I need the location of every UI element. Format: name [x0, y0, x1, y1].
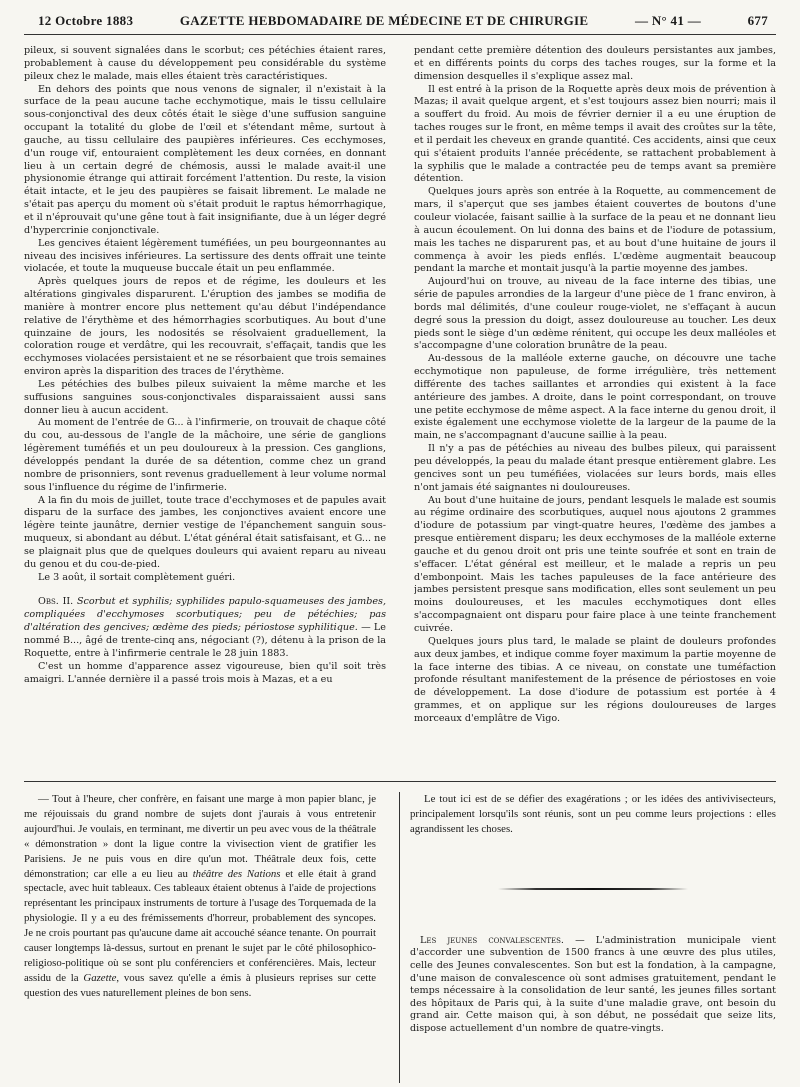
left-column-paragraph: Les gencives étaient légèrement tuméfiées, un peu bourgeonnantes au niveau des incisives inférieures. La sertissure des dents offrait une teinte violacée, et toute la muqueuse buccale était un peu enflammée. — [24, 237, 386, 275]
feuilleton-text-2: et elle était à grand spectacle, avec huit tableaux. Ces tableaux étaient obtenus à l'aide de projections représentant les principaux instruments de torture à l'usage des Torquemada de la physiologie. Il y a eu des frémissements d'horreur, probablement des syncopes. Je ne crois pourtant pas qu'aucune dame ait accouché séance tenante. On pourrait causer longtemps là-dessus, surtout en prenant le sujet par le côté philosophico-religioso-politique où se sont plu conférenciers et conférencières. Mais, lecteur assidu de la — [24, 867, 376, 984]
left-column-end-paragraph: C'est un homme d'apparence assez vigoureuse, bien qu'il soit très amaigri. L'année dernière il a passé trois mois à Mazas, et a eu — [24, 660, 386, 685]
feuilleton-paragraph — [24, 792, 376, 1001]
right-column-paragraph: Il n'y a pas de pétéchies au niveau des bulbes pileux, qui paraissent peu développés, la peau du malade étant presque entièrement glabre. Les gencives sont un peu tuméfiées, violacées sur leurs bords, mais elles n'ont jamais été saignantes ni douloureuses. — [414, 443, 776, 493]
feuilleton-right-column — [399, 792, 776, 1083]
right-column-paragraph: Quelques jours après son entrée à la Roquette, au commencement de mars, il s'aperçut que ses jambes étaient couvertes de boutons d'une couleur violacée, faisant saillie à la surface de la peau et ne donnant lieu à aucun écoulement. On lui donna des bains et de l'iodure de potassium, mais les taches ne disparurent pas, et au bout d'une huitaine de jours il commença à avoir les pieds enflés. L'œdème augmentait beaucoup pendant la marche et montait jusqu'à la partie moyenne des jambes. — [414, 186, 776, 275]
right-column-paragraph: Il est entré à la prison de la Roquette après deux mois de prévention à Mazas; il avait quelque argent, et s'est toujours assez bien nourri; mais il a souffert du froid. Au mois de février dernier il a eu une éruption de taches rouges sur le front, en même temps il avait des croûtes sur la tête, et il perdait les cheveux en grande quantité. Ces accidents, ainsi que ceux qui s'étaient produits l'année précédente, se rattachent probablement à la syphilis que le malade a contractée peu de temps avant sa première détention. — [414, 83, 776, 185]
right-column-paragraph: Au-dessous de la malléole externe gauche, on découvre une tache ecchymotique non papuleuse, de forme irrégulière, très nettement différente des taches saillantes et arrondies qui existent à la face antérieure des jambes. A droite, dans le point correspondant, on trouve une petite ecchymose de même aspect. A la face interne du genou droit, il existe également une ecchymose violette de la largeur de la paume de la main, ne s'accompagnant d'aucune saillie à la peau. — [414, 353, 776, 442]
left-column-paragraph: Au moment de l'entrée de G... à l'infirmerie, on trouvait de chaque côté du cou, au-dessous de l'angle de la mâchoire, une série de ganglions légèrement tuméfiés et un peu douloureux à la pression. Ces ganglions, développés pendant la durée de sa détention, comme chez un grand nombre de prisonniers, sont revenus graduellement à leur volume normal sous l'influence du régime de l'infirmerie. — [24, 417, 386, 493]
right-column — [414, 45, 776, 775]
feuilleton-left-column — [24, 792, 376, 1083]
issue-date: 12 Octobre 1883 — [38, 13, 134, 28]
left-column-paragraph: A la fin du mois de juillet, toute trace d'ecchymoses et de papules avait disparu de la surface des jambes, les conjonctives avaient encore une légère teinte jaunâtre, dernier vestige de l'épanchement sanguin sous-muqueux, si abondant au début. L'état général était satisfaisant, et G... ne se plaignait plus que de quelques douleurs qui avaient reparu au niveau du genou et du cou-de-pied. — [24, 494, 386, 570]
newspaper-page — [24, 8, 776, 1083]
right-column-paragraph: Quelques jours plus tard, le malade se plaint de douleurs profondes aux deux jambes, et indique comme foyer maximum la partie moyenne de la face interne des tibias. A ce niveau, on constate une tuméfaction profonde résultant manifestement de la présence de périostoses en voie de développement. La dose d'iodure de potassium est portée à 4 grammes, et on applique sur les régions douloureuses de larges morceaux d'emplâtre de Vigo. — [414, 635, 776, 724]
right-column-paragraph: Aujourd'hui on trouve, au niveau de la face interne des tibias, une série de papules arrondies de la largeur d'une pièce de 1 franc environ, à bords mal délimités, d'une couleur rouge-violet, ne s'effaçant à aucun degré sous la pression du doigt, assez douloureuse au toucher. Les deux pieds sont le siège d'un œdème rénitent, qui occupe les deux malléoles et s'accompagne d'une coloration brunâtre de la peau. — [414, 276, 776, 352]
observation-body: — Le nommé B..., âgé de trente-cinq ans, négociant (?), détenu à la prison de la Roquette, entre à l'infirmerie centrale le 28 juin 1883. — [24, 622, 386, 659]
main-article — [24, 45, 776, 775]
left-column-paragraph: Après quelques jours de repos et de régime, les douleurs et les altérations gingivales disparurent. L'éruption des jambes se modifia de manière à montrer encore plus nettement qu'au début l'indépendance relative de l'érythème et des hémorrhagies scorbutiques. Au bout d'une quinzaine de jours, les nodosités se résolvaient graduellement, la coloration rouge et verdâtre, qui les recouvrait, s'effaçait, tandis que les ecchymoses violacées persistaient et ne se résorbaient que trois semaines environ après la disparition des traces de l'érythème. — [24, 276, 386, 378]
ornamental-rule — [498, 887, 688, 891]
issue-number: — N° 41 — — [634, 13, 702, 28]
news-item — [410, 935, 776, 1036]
feuilleton-text-3: , vous savez qu'elle a émis à plusieurs reprises sur cette question des vues naturellement pleines de bon sens. — [24, 971, 376, 999]
left-column-paragraph: Le 3 août, il sortait complètement guéri. — [38, 571, 236, 583]
right-column-paragraph: pendant cette première détention des douleurs persistantes aux jambes, et en différents points du corps des taches rouges, sur la forme et la dimension desquelles il s'explique assez mal. — [414, 45, 776, 82]
observation-head: Obs. II. — [38, 596, 74, 608]
feuilleton — [24, 792, 776, 1083]
left-column-paragraph: Les pétéchies des bulbes pileux suivaient la même marche et les suffusions sanguines sous-conjonctivales disparaissaient aussi sans donner lieu à aucun accident. — [24, 378, 386, 416]
right-column-paragraph: Au bout d'une huitaine de jours, pendant lesquels le malade est soumis au régime ordinaire des scorbutiques, auquel nous ajoutons 2 grammes d'iodure de potassium par vingt-quatre heures, l'œdème des jambes a presque entièrement disparu; les deux ecchymoses de la malléole externe gauche et du genou droit ont pris une teinte soufrée et sont en train de s'effacer. L'état général est meilleur, et le malade a repris un peu d'embonpoint. Mais les taches papuleuses de la face antérieure des jambes persistent presque sans modification, elles sont seulement un peu moins douloureuses, et les macules ecchymotiques dont elles s'accompagnaient ont disparu pour faire place à une teinte franchement cuivrée. — [414, 494, 776, 634]
gazette-name: Gazette — [83, 971, 117, 984]
left-column-paragraph: En dehors des points que nous venons de signaler, il n'existait à la surface de la peau aucune tache ecchymotique, mais le tissu cellulaire sous-conjonctival des deux côtés était le siège d'une suffusion sanguine occupant la totalité du globe de l'œil et s'étendant même, surtout à gauche, au tissu cellulaire des paupières inférieures. Ces ecchymoses, d'un rouge vif, entouraient complètement les deux cornées, en donnant lieu à un certain degré de chémosis, aussi le malade avait-il une physionomie étrange qui attirait forcément l'attention. Du reste, la vision était intacte, et le jeu des paupières se faisait librement. Le malade ne s'était pas aperçu du moment où s'était produit le raptus hémorrhagique, et il n'éprouvait qu'une gêne tout à fait insignifiante, due à un léger degré d'hypercrinie conjonctivale. — [24, 83, 386, 236]
feuilleton-conclusion: Le tout ici est de se défier des exagérations ; or les idées des antivivisecteurs, principalement lorsqu'ils sont réunis, sont un peu comme leurs projections : elles agrandissent les choses. — [410, 793, 776, 835]
journal-title: GAZETTE HEBDOMADAIRE DE MÉDECINE ET DE CHIRURGIE — [179, 13, 589, 28]
feuilleton-divider — [24, 781, 776, 782]
feuilleton-text-1: — Tout à l'heure, cher confrère, en faisant une marge à mon papier blanc, je me réjouissais du grand nombre de sujets dont j'aurais à vous entretenir aujourd'hui. Je voulais, en terminant, me divertir un peu avec vous de la théâtrale « démonstration » dont la ligue contre la vivisection vient de gratifier les Parisiens. Je ne puis vous en dire qu'un mot. Théâtrale deux fois, cette démonstration; car elle a eu lieu au — [24, 793, 376, 880]
news-head: Les jeunes convalescentes. — [420, 934, 564, 946]
left-column — [24, 45, 386, 775]
observation-paragraph — [24, 596, 386, 660]
news-body: — L'administration municipale vient d'accorder une subvention de 1500 francs à une œuvre des plus utiles, celle des Jeunes convalescentes. Son but est la fondation, à la campagne, d'une maison de convalescence où sont admises gratuitement, pendant le temps nécessaire à la consolidation de leur santé, les jeunes filles sortant des hôpitaux de Paris qui, à la suite d'une maladie grave, ont besoin du grand air. Cette maison qui, à son début, ne possédait que seize lits, dispose actuellement d'un nombre de quatre-vingts. — [410, 934, 776, 1034]
theatre-name: théâtre des Nations — [192, 867, 281, 880]
page-header — [24, 8, 776, 35]
observation-title: Scorbut et syphilis; syphilides papulo-squameuses des jambes, compliquées d'ecchymoses scorbutiques; peu de pétéchies; pas d'altération des gencives; œdème des pieds; périostose syphilitique. — [24, 596, 386, 634]
left-column-paragraph: pileux, si souvent signalées dans le scorbut; ces pétéchies étaient rares, probablement à cause du développement peu considérable du système pileux chez le malade, mais elles étaient très caractéristiques. — [24, 45, 386, 82]
page-number: 677 — [747, 13, 768, 28]
